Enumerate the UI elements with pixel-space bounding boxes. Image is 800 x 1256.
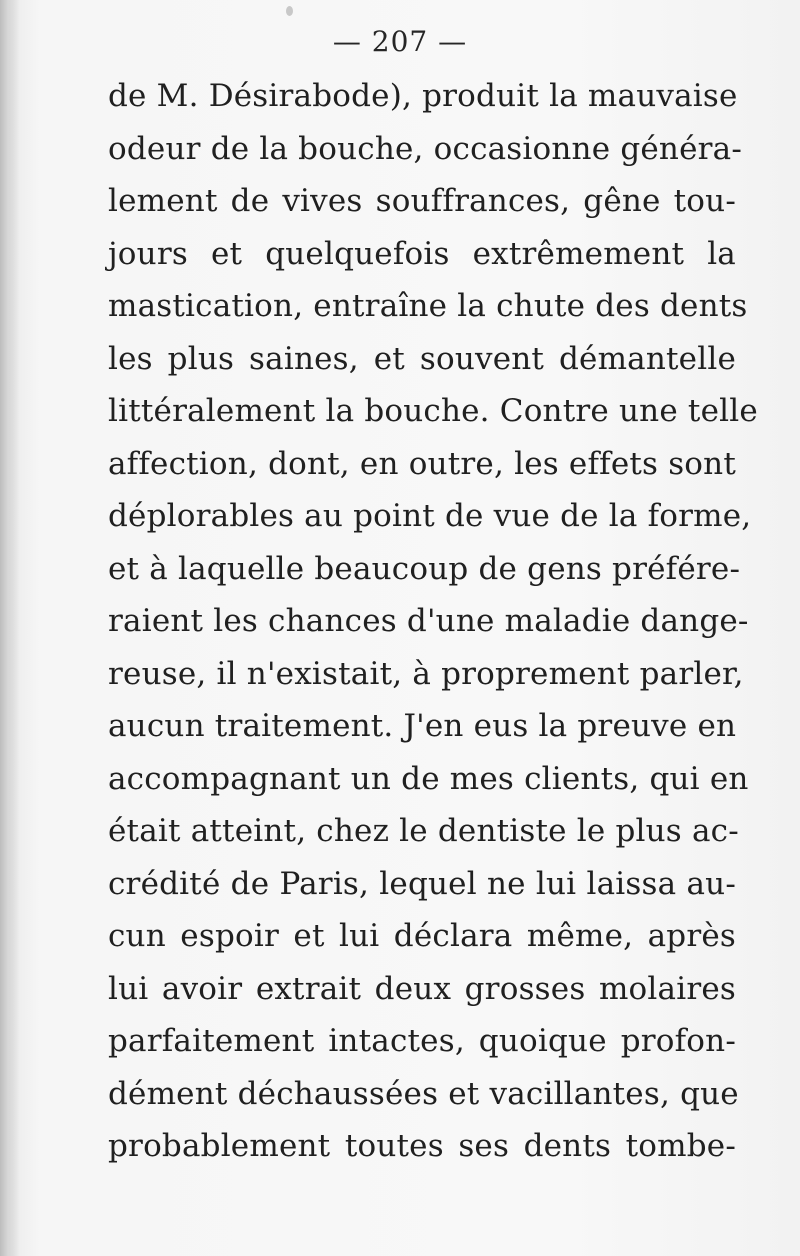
text-line: odeur de la bouche, occasionne généra- [108,130,743,167]
text-line: et à laquelle beaucoup de gens préfére- [108,550,741,587]
text-line: jours et quelquefois extrêmement la [108,235,736,272]
text-line: crédité de Paris, lequel ne lui laissa au- [108,865,736,902]
paper-speck [286,6,293,16]
text-line: reuse, il n'existait, à proprement parler, [108,655,744,692]
text-line: déplorables au point de vue de la forme, [108,498,752,534]
text-line: les plus saines, et souvent démantelle [108,340,736,377]
page-number: — 207 — [332,25,468,58]
text-line: cun espoir et lui déclara même, après [108,918,736,954]
text-line: lement de vives souffrances, gêne tou- [108,183,736,219]
text-line: lui avoir extrait deux grosses molaires [108,970,736,1007]
text-line: était atteint, chez le dentiste le plus ac- [108,813,739,849]
body-text [108,70,758,1164]
text-line: raient les chances d'une maladie dange- [108,603,749,639]
text-line: littéralement la bouche. Contre une telle [108,393,758,429]
text-line: mastication, entraîne la chute des dents [108,288,748,324]
binding-edge [0,0,20,1256]
text-line: aucun traitement. J'en eus la preuve en [108,708,737,744]
text-line: accompagnant un de mes clients, qui en [108,760,749,797]
text-line: parfaitement intactes, quoique profon- [108,1023,736,1059]
text-line: de M. Désirabode), produit la mauvaise [108,78,738,114]
text-line: probablement toutes ses dents tombe- [108,1128,736,1164]
text-line: affection, dont, en outre, les effets sont [108,445,736,482]
text-line: dément déchaussées et vacillantes, que [108,1075,739,1112]
